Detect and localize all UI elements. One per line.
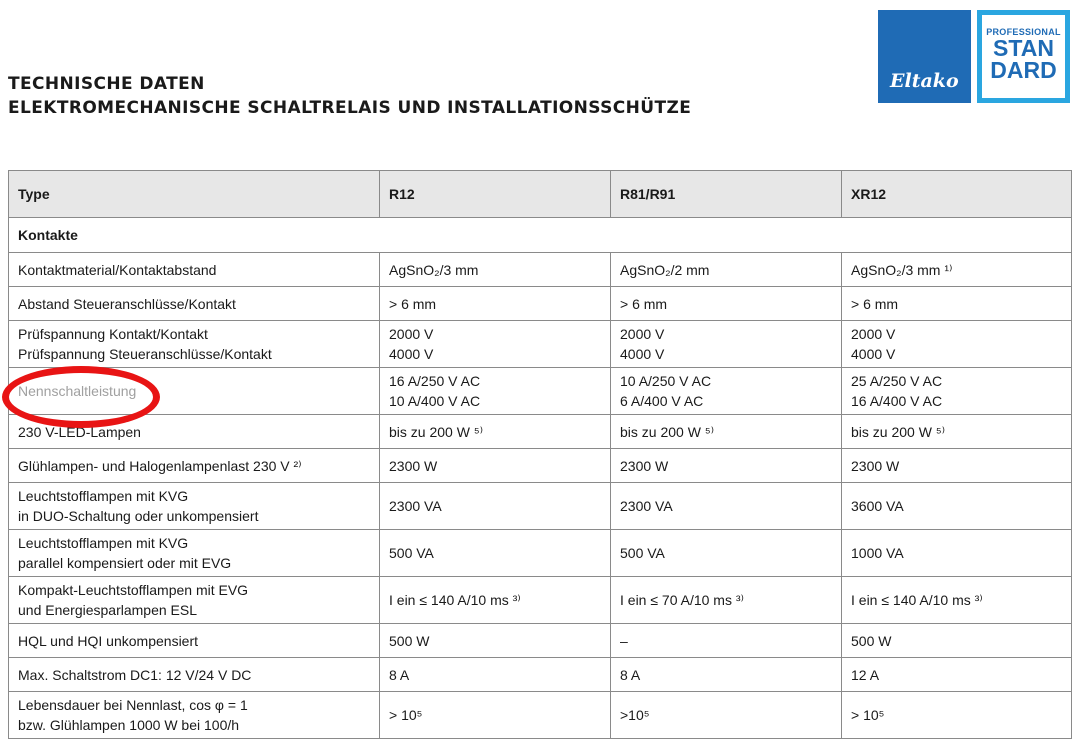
cell-line1: 2300 W: [389, 457, 438, 474]
row-label-line1: Leuchtstofflampen mit KVG: [18, 488, 189, 504]
row-label: [9, 321, 380, 368]
cell-line1: > 6 mm: [851, 295, 899, 312]
table-row: [9, 368, 1072, 415]
table-row: [9, 449, 1072, 483]
cell-line1: 1000 VA: [851, 545, 904, 561]
cell-xr12: [842, 415, 1072, 449]
technical-data-table: [8, 170, 1072, 739]
row-label-line2: parallel kompensiert oder mit EVG: [18, 555, 232, 571]
professional-text: PROFESSIONAL: [986, 27, 1061, 37]
cell-r81: [611, 321, 842, 368]
header-r12: R12: [380, 171, 611, 218]
row-label: [9, 483, 380, 530]
cell-line2: 4000 V: [620, 346, 665, 362]
cell-xr12: [842, 321, 1072, 368]
table-row: [9, 253, 1072, 287]
cell-line1: 500 W: [851, 632, 892, 649]
cell-line2: 6 A/400 V AC: [620, 393, 704, 409]
row-label-line2: und Energiesparlampen ESL: [18, 602, 198, 618]
cell-line1: 16 A/250 V AC: [389, 373, 481, 389]
cell-r81: [611, 530, 842, 577]
row-label-line2: in DUO-Schaltung oder unkompensiert: [18, 508, 259, 524]
cell-line2: 16 A/400 V AC: [851, 393, 943, 409]
row-label: [9, 577, 380, 624]
cell-line1: 12 A: [851, 666, 880, 683]
cell-line1: –: [620, 632, 628, 649]
row-label-line1: Glühlampen- und Halogenlampenlast 230 V ²⁾: [18, 457, 302, 474]
cell-line1: >10⁵: [620, 707, 650, 723]
cell-line1: 25 A/250 V AC: [851, 373, 943, 389]
row-label: [9, 449, 380, 483]
cell-line2: 10 A/400 V AC: [389, 393, 481, 409]
cell-line1: 500 VA: [620, 545, 665, 561]
cell-line1: > 10⁵: [389, 707, 423, 723]
header-xr12: XR12: [842, 171, 1072, 218]
header-r81-r91: R81/R91: [611, 171, 842, 218]
header-type: Type: [9, 171, 380, 218]
section-label: Kontakte: [9, 218, 1072, 253]
cell-line1: 2300 W: [620, 457, 669, 474]
cell-r12: [380, 321, 611, 368]
cell-xr12: [842, 624, 1072, 658]
cell-line1: 10 A/250 V AC: [620, 373, 712, 389]
cell-r12: [380, 368, 611, 415]
table-row: [9, 658, 1072, 692]
cell-r81: [611, 577, 842, 624]
cell-xr12: [842, 658, 1072, 692]
row-label-line1: Nennschaltleistung: [18, 383, 137, 399]
row-label: [9, 368, 380, 415]
row-label-line1: Max. Schaltstrom DC1: 12 V/24 V DC: [18, 666, 252, 683]
eltako-logo: [878, 10, 971, 103]
cell-xr12: [842, 449, 1072, 483]
row-label: [9, 287, 380, 321]
cell-r12: [380, 253, 611, 287]
row-label-line1: Abstand Steueranschlüsse/Kontakt: [18, 295, 236, 312]
row-label-line2: Prüfspannung Steueranschlüsse/Kontakt: [18, 346, 272, 362]
row-label: [9, 658, 380, 692]
row-label-line1: Kontaktmaterial/Kontaktabstand: [18, 261, 217, 278]
cell-r81: [611, 658, 842, 692]
cell-line1: 3600 VA: [851, 498, 904, 514]
page-title: [8, 72, 691, 120]
dard-text: DARD: [990, 57, 1057, 83]
cell-line1: 2000 V: [389, 326, 434, 342]
cell-line1: bis zu 200 W ⁵⁾: [620, 423, 715, 440]
row-label-line2: bzw. Glühlampen 1000 W bei 100/h: [18, 717, 240, 733]
cell-line1: 2000 V: [620, 326, 665, 342]
row-label: [9, 624, 380, 658]
professional-standard-logo: [977, 10, 1070, 103]
cell-line1: AgSnO₂/2 mm: [620, 261, 710, 278]
cell-r81: [611, 287, 842, 321]
cell-line1: bis zu 200 W ⁵⁾: [389, 423, 484, 440]
row-label-line1: Lebensdauer bei Nennlast, cos φ = 1: [18, 697, 248, 713]
cell-line1: 2300 VA: [389, 498, 442, 514]
cell-r81: [611, 253, 842, 287]
cell-line2: 4000 V: [851, 346, 896, 362]
cell-line1: I ein ≤ 140 A/10 ms ³⁾: [389, 592, 521, 608]
eltako-logo-text: Eltako: [890, 70, 959, 92]
cell-xr12: [842, 253, 1072, 287]
table-row: [9, 415, 1072, 449]
cell-r81: [611, 368, 842, 415]
row-label-line1: Kompakt-Leuchtstofflampen mit EVG: [18, 582, 249, 598]
cell-xr12: [842, 530, 1072, 577]
stan-text: STAN: [993, 35, 1054, 61]
row-label-line1: 230 V-LED-Lampen: [18, 423, 141, 440]
cell-r12: [380, 577, 611, 624]
cell-line1: > 10⁵: [851, 707, 885, 723]
cell-xr12: [842, 287, 1072, 321]
standard-logo-inner: [982, 15, 1065, 98]
row-label: [9, 692, 380, 739]
title-line-1: TECHNISCHE DATEN: [8, 74, 205, 94]
cell-line1: 500 W: [389, 632, 430, 649]
cell-line1: AgSnO₂/3 mm: [389, 261, 479, 278]
cell-r12: [380, 530, 611, 577]
cell-line2: 4000 V: [389, 346, 434, 362]
cell-line1: 2300 W: [851, 457, 900, 474]
cell-r12: [380, 449, 611, 483]
row-label-line1: Prüfspannung Kontakt/Kontakt: [18, 326, 208, 342]
cell-line1: > 6 mm: [620, 295, 668, 312]
cell-r12: [380, 658, 611, 692]
cell-line1: 2000 V: [851, 326, 896, 342]
title-line-2: ELEKTROMECHANISCHE SCHALTRELAIS UND INSTALLATIONSSCHÜTZE: [8, 98, 692, 118]
table-row: [9, 577, 1072, 624]
cell-r81: [611, 692, 842, 739]
cell-line1: 500 VA: [389, 545, 434, 561]
cell-r12: [380, 287, 611, 321]
cell-line1: I ein ≤ 140 A/10 ms ³⁾: [851, 592, 983, 608]
cell-xr12: [842, 692, 1072, 739]
table-row: [9, 692, 1072, 739]
cell-r12: [380, 483, 611, 530]
cell-xr12: [842, 577, 1072, 624]
table-row: [9, 321, 1072, 368]
table-row: [9, 530, 1072, 577]
row-label-line1: HQL und HQI unkompensiert: [18, 632, 199, 649]
cell-r81: [611, 449, 842, 483]
cell-line1: bis zu 200 W ⁵⁾: [851, 423, 946, 440]
cell-line1: > 6 mm: [389, 295, 437, 312]
section-row-kontakte: [9, 218, 1072, 253]
cell-r12: [380, 415, 611, 449]
cell-r81: [611, 415, 842, 449]
table-row: [9, 287, 1072, 321]
cell-line1: 2300 VA: [620, 498, 673, 514]
cell-r12: [380, 624, 611, 658]
row-label-line1: Leuchtstofflampen mit KVG: [18, 535, 189, 551]
table-row: [9, 483, 1072, 530]
cell-line1: I ein ≤ 70 A/10 ms ³⁾: [620, 592, 744, 608]
table-header-row: [9, 171, 1072, 218]
cell-xr12: [842, 483, 1072, 530]
cell-line1: 8 A: [389, 666, 410, 683]
row-label: [9, 415, 380, 449]
table-row: [9, 624, 1072, 658]
cell-line1: AgSnO₂/3 mm ¹⁾: [851, 261, 953, 278]
cell-xr12: [842, 368, 1072, 415]
row-label: [9, 253, 380, 287]
cell-r12: [380, 692, 611, 739]
row-label: [9, 530, 380, 577]
cell-r81: [611, 483, 842, 530]
cell-r81: [611, 624, 842, 658]
cell-line1: 8 A: [620, 666, 641, 683]
